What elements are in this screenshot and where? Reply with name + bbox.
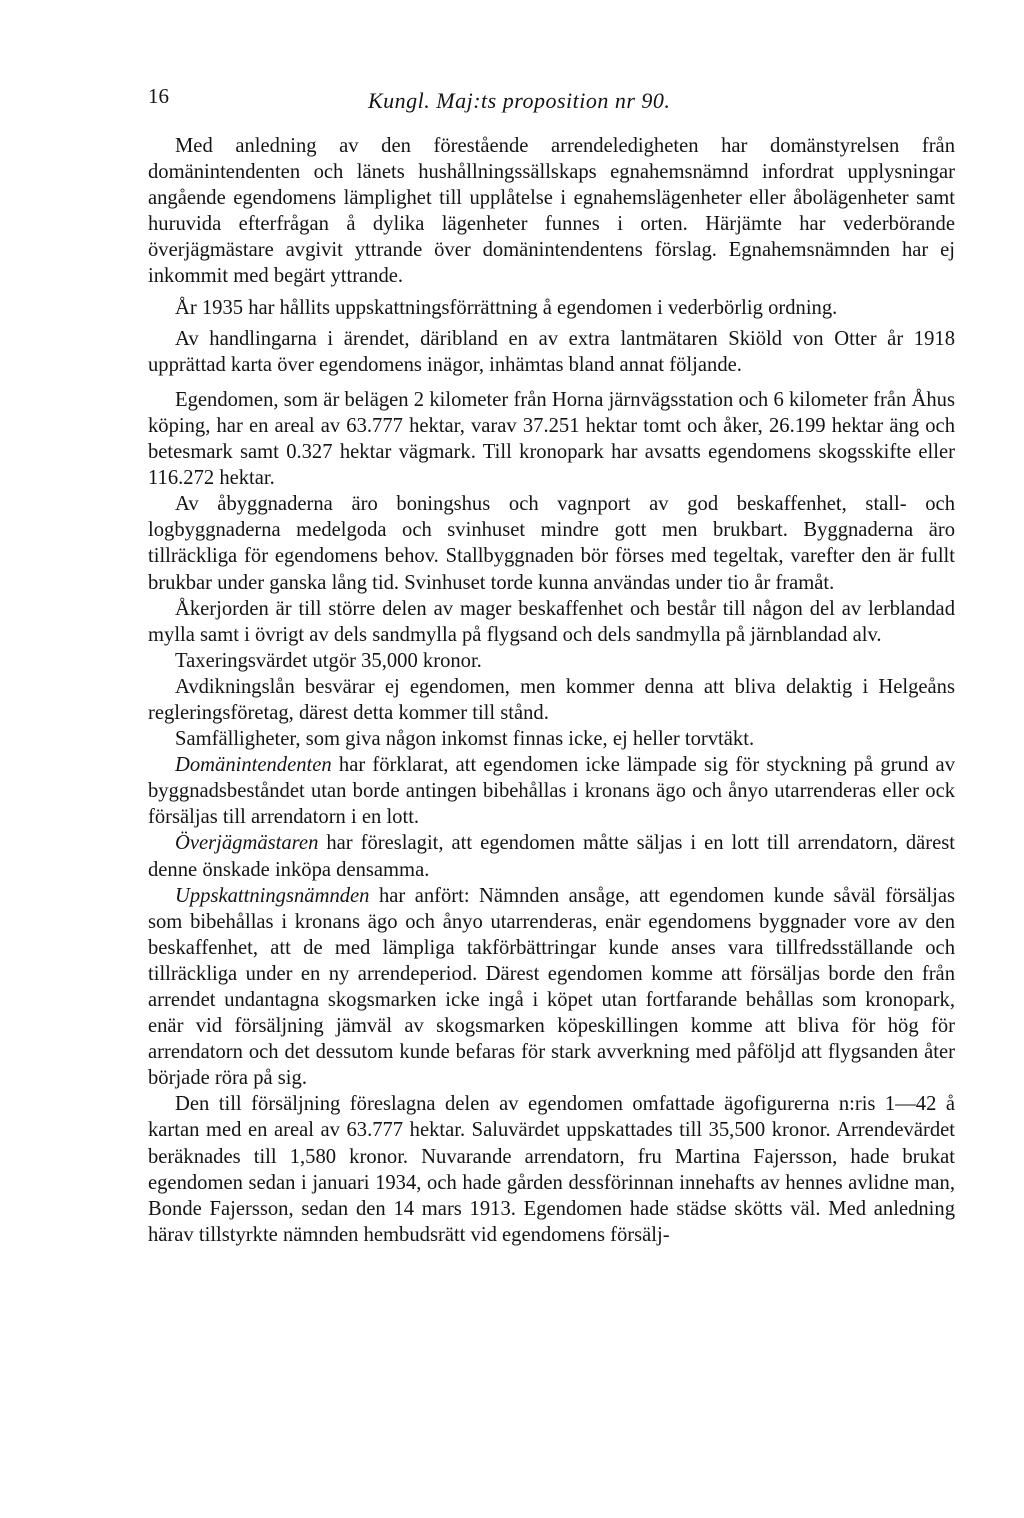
paragraph: [148, 674, 955, 726]
paragraph-text: Avdikningslån besvärar ej egendomen, men kommer denna att bliva delaktig i Helgeåns regleringsföretag, därest detta kommer till stånd.: [148, 675, 955, 724]
paragraph-lead: Överjägmästaren: [175, 832, 319, 855]
paragraph: [148, 491, 955, 595]
page-number: 16: [148, 84, 169, 108]
paragraph-text: Taxeringsvärdet utgör 35,000 kronor.: [175, 649, 482, 672]
body-text: [148, 133, 955, 1248]
paragraph-text: Samfälligheter, som giva någon inkomst finnas icke, ej heller torvtäkt.: [175, 728, 755, 751]
paragraph-text: Av åbyggnaderna äro boningshus och vagnport av god beskaffenhet, stall- och logbyggnaderna medelgoda och svinhuset mindre gott men brukbart. Byggnaderna äro tillräckliga för egendomens behov. Stallbyggnaden bör förses med tegeltak, varefter den är fullt brukbar under ganska lång tid. Svinhuset torde kunna användas under tio år framåt.: [148, 493, 955, 594]
paragraph: [148, 726, 955, 752]
paragraph: [148, 830, 955, 882]
paragraph-text: Egendomen, som är belägen 2 kilometer från Horna järnvägsstation och 6 kilometer från Åhus köping, har en areal av 63.777 hektar, varav 37.251 hektar tomt och åker, 26.199 hektar äng och betesmark samt 0.327 hektar vägmark. Till kronopark har avsatts egendomens skogsskifte eller 116.272 hektar.: [148, 388, 955, 490]
running-title: Kungl. Maj:ts proposition nr 90.: [368, 88, 671, 113]
paragraph: [148, 883, 955, 1092]
paragraph-lead: Uppskattningsnämnden: [175, 884, 370, 907]
paragraph: [148, 387, 955, 491]
paragraph-text: har föreslagit, att egendomen måtte säljas i en lott till arrendatorn, därest denne önskade inköpa densamma.: [148, 832, 955, 881]
paragraph-text: har anfört: Nämnden ansåge, att egendomen kunde såväl försäljas som bibehållas i kronans ägo och ånyo utarrenderas, enär egendomens byggnader vore av den beskaffenhet, att de med lämpliga takförbättringar kunde anses vara tillfredsställande och tillräckliga under en ny arrendeperiod. Därest egendomen komme att försäljas borde den från arrendet undantagna skogsmarken icke ingå i köpet utan fortfarande behållas som kronopark, enär vid försäljning jämväl av skogsmarken köpeskillingen komme att bliva för hög för arrendatorn och det dessutom kunde befaras för stark avverkning med påföljd att flygsanden åter började röra på sig.: [148, 884, 955, 1090]
paragraph-text: Av handlingarna i ärendet, däribland en av extra lantmätaren Skiöld von Otter år 1918 upprättad karta över egendomens inägor, inhämtas bland annat följande.: [148, 327, 955, 376]
paragraph: [148, 752, 955, 830]
paragraph-text: har förklarat, att egendomen icke lämpade sig för styckning på grund av byggnadsbeståndet utan borde antingen bibehållas i kronans ägo och ånyo utarrenderas eller ock försäljas till arrendatorn i en lott.: [148, 754, 955, 829]
paragraph: [148, 326, 955, 378]
paragraph-text: Åkerjorden är till större delen av mager beskaffenhet och består till någon del av lerblandad mylla samt i övrigt av dels sandmylla på flygsand och dels sandmylla på järnblandad alv.: [148, 597, 955, 646]
paragraph: [148, 596, 955, 648]
paragraph: [148, 648, 955, 674]
paragraph: [148, 133, 955, 290]
paragraph-lead: Domänintendenten: [175, 754, 332, 777]
paragraph-text: Med anledning av den förestående arrendeledigheten har domänstyrelsen från domänintendenten och länets hushållningssällskaps egnahemsnämnd infordrat upplysningar angående egendomens lämplighet till upplåtelse i egnahemslägenheter eller åbolägenheter samt huruvida efterfrågan å dylika lägenheter funnes i orten. Härjämte har vederbörande överjägmästare avgivit yttrande över domänintendentens förslag. Egnahemsnämnden har ej inkommit med begärt yttrande.: [148, 135, 955, 288]
paragraph: [148, 1091, 955, 1248]
running-head: [148, 84, 958, 116]
paragraph-text: Den till försäljning föreslagna delen av egendomen omfattade ägofigurerna n:ris 1—42 å kartan med en areal av 63.777 hektar. Saluvärdet uppskattades till 35,500 kronor. Arrendevärdet beräknades till 1,580 kronor. Nuvarande arrendatorn, fru Martina Fajersson, hade brukat egendomen sedan i januari 1934, och hade gården dessförinnan innehafts av hennes avlidne man, Bonde Fajersson, sedan den 14 mars 1913. Egendomen hade städse skötts väl. Med anledning härav tillstyrkte nämnden hembudsrätt vid egendomens försälj-: [148, 1093, 955, 1246]
paragraph: [148, 295, 955, 321]
paragraph-text: År 1935 har hållits uppskattningsförrättning å egendomen i vederbörlig ordning.: [175, 296, 838, 319]
